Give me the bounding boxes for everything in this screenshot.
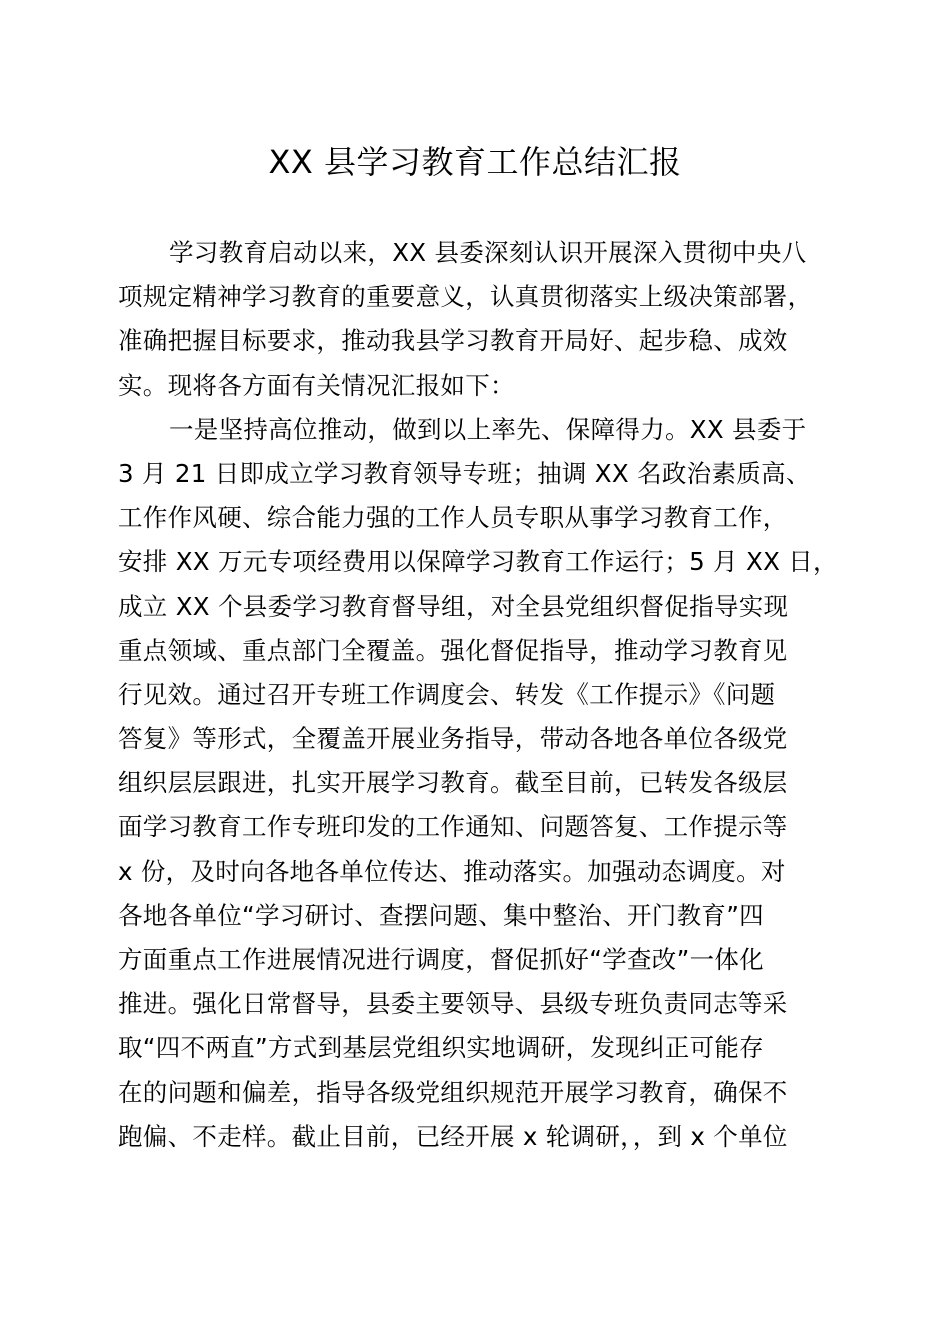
paragraph-line: 行见效。通过召开专班工作调度会、转发《工作提示》《问题 bbox=[118, 679, 776, 709]
document-title: XX 县学习教育工作总结汇报 bbox=[268, 143, 682, 181]
paragraph-line: 方面重点工作进展情况进行调度，督促抓好“学查改”一体化 bbox=[118, 945, 764, 974]
paragraph-line: 项规定精神学习教育的重要意义，认真贯彻落实上级决策部署， bbox=[118, 282, 813, 312]
paragraph-line: 各地各单位“学习研讨、查摆问题、集中整治、开门教育”四 bbox=[118, 900, 764, 930]
paragraph-line: 安排 XX 万元专项经费用以保障学习教育工作运行；5 月 XX 日， bbox=[118, 547, 838, 577]
paragraph-line: 答复》等形式，全覆盖开展业务指导，带动各地各单位各级党 bbox=[118, 724, 788, 754]
paragraph-line: 面学习教育工作专班印发的工作通知、问题答复、工作提示等 bbox=[118, 812, 788, 842]
document-body bbox=[118, 231, 838, 1159]
paragraph-line: 成立 XX 个县委学习教育督导组，对全县党组织督促指导实现 bbox=[118, 591, 789, 621]
paragraph-line: 工作作风硬、综合能力强的工作人员专职从事学习教育工作， bbox=[118, 503, 788, 533]
paragraph-line: x 份，及时向各地各单位传达、推动落实。加强动态调度。对 bbox=[118, 856, 786, 886]
paragraph-line: 3 月 21 日即成立学习教育领导专班；抽调 XX 名政治素质高、 bbox=[118, 458, 811, 488]
paragraph-line: 学习教育启动以来，XX 县委深刻认识开展深入贯彻中央八 bbox=[169, 238, 807, 267]
paragraph-line: 取“四不两直”方式到基层党组织实地调研，发现纠正可能存 bbox=[118, 1033, 764, 1063]
paragraph-line: 实。现将各方面有关情况汇报如下： bbox=[118, 370, 515, 400]
paragraph-line: 跑偏、不走样。截止目前，已经开展 x 轮调研，，到 x 个单位 bbox=[118, 1121, 788, 1151]
paragraph-line: 一是坚持高位推动，做到以上率先、保障得力。XX 县委于 bbox=[169, 414, 807, 444]
paragraph-line: 准确把握目标要求，推动我县学习教育开局好、起步稳、成效 bbox=[118, 326, 788, 356]
paragraph-line: 重点领域、重点部门全覆盖。强化督促指导，推动学习教育见 bbox=[118, 635, 788, 665]
paragraph-line: 推进。强化日常督导，县委主要领导、县级专班负责同志等采 bbox=[118, 989, 788, 1019]
paragraph-line: 组织层层跟进，扎实开展学习教育。截至目前，已转发各级层 bbox=[118, 768, 788, 798]
paragraph-line: 在的问题和偏差，指导各级党组织规范开展学习教育，确保不 bbox=[118, 1077, 788, 1107]
